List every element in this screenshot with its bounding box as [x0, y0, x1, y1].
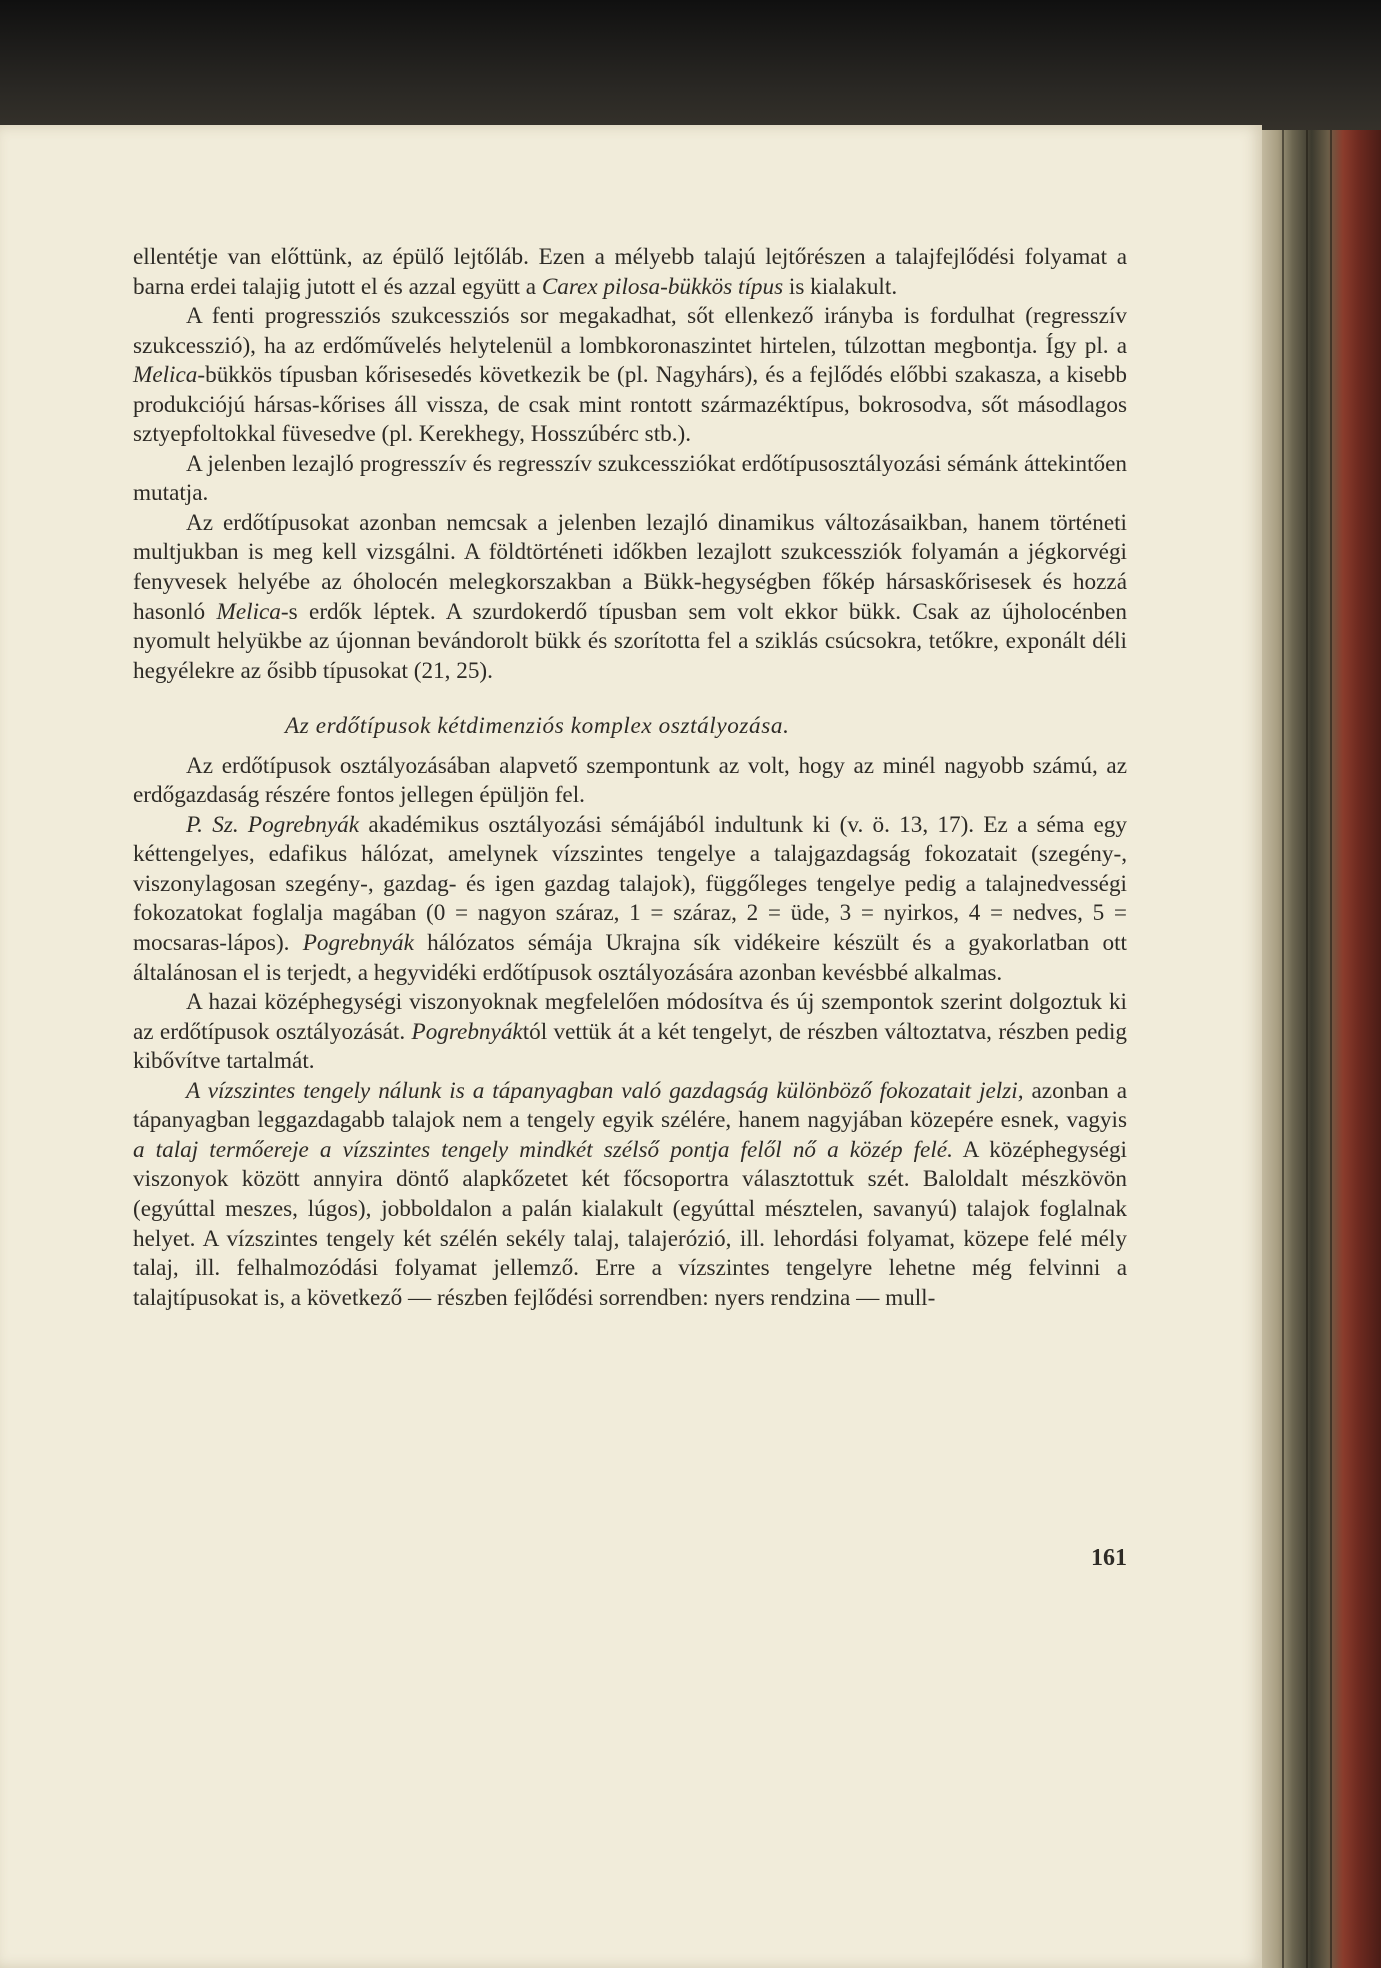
page-edge-line — [1282, 130, 1284, 1968]
text-run: A fenti progressziós szukcessziós sor megakadhat, sőt ellenkező irányba is fordulhat (regresszív szukcesszió), ha az erdőművelés helytelenül a lombkoronaszintet hirtelen, túlzottan megbontja. Így pl. a — [133, 303, 1127, 359]
section-heading — [133, 712, 1127, 742]
italic-text: Carex pilosa-bükkös típus — [541, 273, 784, 300]
text-run: A hazai középhegységi viszonyoknak megfelelően módosítva és új szempontok szerint dolgoztuk ki az erdőtípusok osztályozását. — [133, 989, 1127, 1045]
text-run: tól vettük át a két tengelyt, de részben változtatva, részben pedig kibővítve tartalmát. — [133, 1018, 1127, 1075]
book-edge-pages — [1255, 130, 1381, 1968]
paragraph — [133, 450, 1127, 509]
paragraph — [133, 752, 1127, 811]
italic-text: P. Sz. Pogrebnyák — [186, 811, 360, 838]
text-run: akadémikus osztályozási sémájából indultunk ki (v. ö. 13, 17). Ez a séma egy kéttengelyes, edafikus hálózat, amelynek vízszintes tengelye a talajgazdagság fokozatait (szegény-, viszonylagosan szegény-, gazdag- és igen gazdag talajok), függőleges tengelye pedig a talajnedvességi fokozatokat foglalja magában (0 = nagyon száraz, 1 = száraz, 2 = üde, 3 = nyirkos, 4 = nedves, 5 = mocsaras-lápos). — [133, 811, 1127, 957]
italic-text: Pogrebnyák — [302, 930, 414, 957]
italic-text: Melica — [133, 362, 198, 389]
text-run: hálózatos sémája Ukrajna sík vidékeire készült és a gyakorlatban ott általánosan el is terjedt, a hegyvidéki erdőtípusok osztályozására azonban kevésbbé alkalmas. — [133, 930, 1127, 986]
paragraph — [133, 811, 1127, 988]
page-edge-line — [1306, 130, 1308, 1968]
paragraph — [133, 988, 1127, 1077]
italic-text: Melica — [216, 598, 281, 625]
paragraph — [133, 302, 1127, 450]
book-page — [0, 125, 1262, 1968]
body-text — [133, 243, 1127, 1313]
italic-text: a talaj termőereje a vízszintes tengely mindkét szélső pontja felől nő a közép felé. — [133, 1136, 953, 1163]
italic-text: Pogrebnyák — [411, 1018, 523, 1045]
text-run: A jelenben lezajló progresszív és regresszív szukcessziókat erdőtípusosztályozási sémánk áttekintően mutatja. — [133, 450, 1127, 507]
text-run: A középhegységi viszonyok között annyira döntő alapkőzetet két főcsoportra választottuk szét. Baloldalt mészkövön (egyúttal meszes, lúgos), jobboldalon a palán kialakult (egyúttal mésztelen, savanyú) talajok foglalnak helyet. A vízszintes tengely két szélén sekély talaj, talajerózió, ill. lehordási folyamat, közepe felé mély talaj, ill. felhalmozódási folyamat jellemző. Erre a vízszintes tengelyre lehetne még felvinni a talajtípusokat is, a következő — részben fejlődési sorrendben: nyers rendzina — mull- — [133, 1136, 1127, 1311]
text-run: Az erdőtípusok kétdimenziós komplex osztályozása. — [285, 713, 790, 740]
text-run: -bükkös típusban kőrisesedés következik be (pl. Nagyhárs), és a fejlődés előbbi szakasza, a kisebb produkciójú hársas-kőrises áll vissza, de csak mint rontott származéktípus, bokrosodva, sőt másodlagos sztyepfoltokkal füvesedve (pl. Kerekhegy, Hosszúbérc stb.). — [133, 362, 1127, 448]
text-run: is kialakult. — [783, 273, 898, 300]
text-run: azonban a tápanyagban leggazdagabb talajok nem a tengely egyik szélére, hanem nagyjában közepére esnek, vagyis — [133, 1077, 1127, 1134]
italic-text: A vízszintes tengely nálunk is a tápanyagban való gazdagság különböző fokozatait jelzi, — [186, 1077, 1024, 1104]
paragraph — [133, 1077, 1127, 1313]
paragraph — [133, 509, 1127, 686]
text-run: Az erdőtípusok osztályozásában alapvető szempontunk az volt, hogy az minél nagyobb számú, az erdőgazdaság részére fontos jellegen épüljön fel. — [133, 752, 1127, 809]
page-edge-line — [1330, 130, 1332, 1968]
text-run: ellentétje van előttünk, az épülő lejtőláb. Ezen a mélyebb talajú lejtőrészen a talajfejlődési folyamat a barna erdei talajig jutott el és azzal együtt a — [133, 244, 1127, 300]
text-run: -s erdők léptek. A szurdokerdő típusban sem volt ekkor bükk. Csak az újholocénben nyomult helyükbe az újonnan bevándorolt bükk és szorította fel a sziklás csúcsokra, tetőkre, exponált déli hegyélekre az ősibb típusokat (21, 25). — [133, 598, 1127, 684]
page-number: 161 — [1091, 1545, 1127, 1571]
text-run: Az erdőtípusokat azonban nemcsak a jelenben lezajló dinamikus változásaikban, hanem történeti multjukban is meg kell vizsgálni. A földtörténeti időkben lezajlott szukcessziók folyamán a jégkorvégi fenyvesek helyébe az óholocén melegkorszakban a Bükk-hegységben főkép hársaskőrisesek és hozzá hasonló — [133, 509, 1127, 625]
paragraph — [133, 243, 1127, 302]
